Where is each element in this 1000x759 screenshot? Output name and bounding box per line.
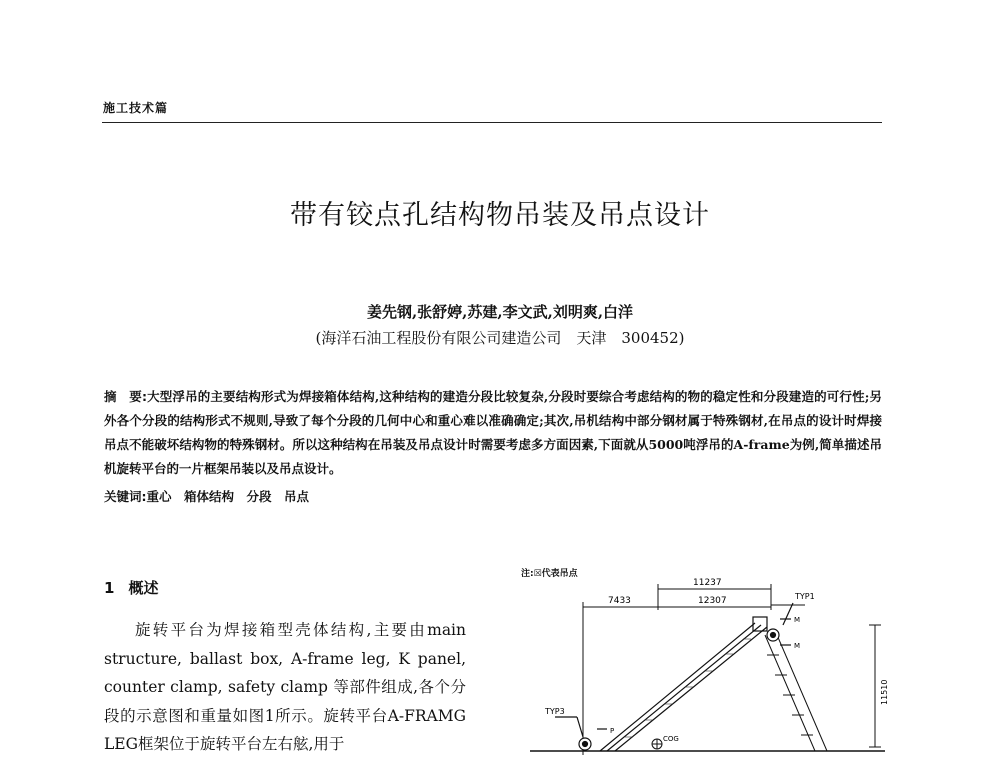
label-p: P (610, 727, 615, 735)
cog-label: COG (663, 735, 679, 743)
dim-label-12307: 12307 (698, 596, 727, 606)
section-number: 1 (104, 579, 115, 597)
keywords-label: 关键词: (104, 489, 147, 504)
figure-aframe-drawing (515, 565, 890, 759)
rear-leg (765, 635, 827, 751)
abstract-label: 摘 要: (104, 389, 147, 404)
cog-marker (652, 739, 662, 749)
abstract (104, 385, 882, 481)
keywords (104, 487, 309, 505)
label-m2: M (794, 642, 801, 650)
dim-label-7433: 7433 (608, 596, 631, 606)
affiliation: (海洋石油工程股份有限公司建造公司 天津 300452) (315, 329, 685, 347)
body-paragraph: 旋转平台为焊接箱型壳体结构,主要由main structure, ballast box, A-frame leg, K panel, counter clamp, safety clamp 等部件组成,各个分段的示意图和重量如图1所示。旋转平台A-FRAMG LEG框架位于旋转平台左右舷,用于 (104, 621, 466, 753)
paper-title: 带有铰点孔结构物吊装及吊点设计 (290, 200, 710, 231)
section-heading (104, 577, 158, 598)
dim-label-11237: 11237 (693, 578, 722, 588)
figure-note: 注:☒代表吊点 (521, 569, 578, 579)
leg-hatching (625, 639, 751, 737)
section-title: 概述 (128, 579, 159, 597)
keywords-text: 重心 箱体结构 分段 吊点 (146, 489, 310, 504)
dim-label-11510: 11510 (880, 679, 889, 705)
section-label: 施工技术篇 (103, 101, 169, 115)
abstract-text: 大型浮吊的主要结构形式为焊接箱体结构,这种结构的建造分段比较复杂,分段时要综合考虑结构的物的稳定性和分段建造的可行性;另外各个分段的结构形式不规则,导致了每个分段的几何中心和重心难以准确确定;其次,吊机结构中部分钢材属于特殊钢材,在吊点的设计时焊接吊点不能破坏结构物的特殊钢材。所以这种结构在吊装及吊点设计时需要考虑多方面因素,下面就从5000吨浮吊的A-frame为例,简单描述吊机旋转平台的一片框架吊装以及吊点设计。 (104, 389, 883, 476)
aframe-leg (600, 623, 767, 751)
authors: 姜先钢,张舒婷,苏建,李文武,刘明爽,白洋 (366, 303, 634, 321)
typ1-leader (783, 603, 793, 625)
typ1-label: TYP1 (795, 592, 815, 601)
section-body (104, 616, 466, 759)
header-rule (102, 122, 882, 123)
label-m1: M (794, 616, 801, 624)
typ3-label: TYP3 (545, 707, 565, 716)
